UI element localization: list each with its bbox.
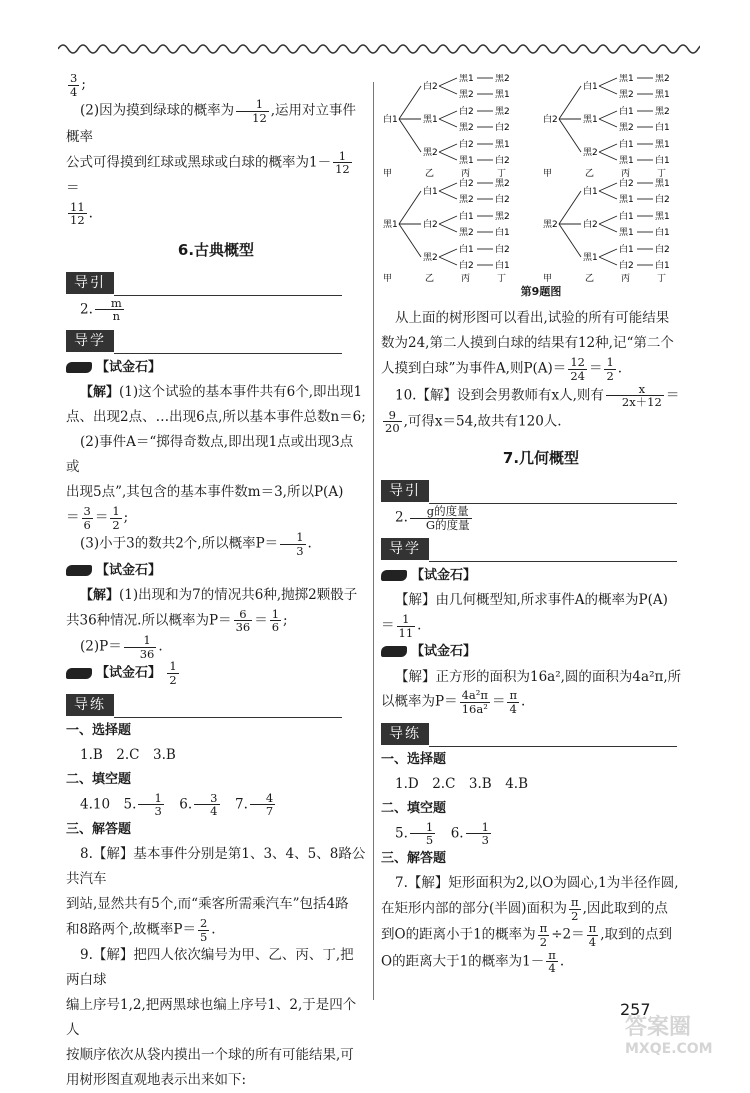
tree-level4-label: 白1: [655, 261, 670, 271]
tree-branch: [439, 224, 457, 232]
solution-line: 用树形图直观地表示出来如下:: [66, 1071, 247, 1088]
badge-icon: [381, 570, 407, 581]
tree-level4-label: 黑1: [495, 90, 510, 100]
tree-branch: [599, 144, 617, 152]
tree-level4-label: 白2: [495, 195, 510, 205]
daoyin-answer: 2. $\frac{m}{n}$: [80, 295, 122, 324]
tree-branch: [559, 224, 581, 257]
solution-line: $\frac{9}{20}$ ,可得x＝54,故共有120人.: [385, 407, 562, 436]
tree-branch: [399, 224, 421, 257]
solution-line: 人摸到白球”为事件A,则P(A)＝ $\frac{12}{24}$ ＝ $\frac{1}{2}$ .: [381, 355, 623, 383]
tree-level2-label: 白1: [583, 187, 598, 197]
solution-line: 在矩形内部的部分(半圆)面积为 $\frac{\pi}{2}$ ,因此取到的点: [381, 895, 668, 923]
shijinshi-heading: 【试金石】: [381, 563, 701, 588]
tree-level3-label: 白2: [619, 179, 634, 189]
tree-level2-label: 白1: [583, 82, 598, 92]
solution-line: 【解】(1)这个试验的基本事件共有6个,即出现1: [80, 384, 363, 401]
tree-level3-label: 白1: [619, 245, 634, 255]
tree-root-label: 白2: [543, 115, 558, 125]
tree-branch: [439, 78, 457, 86]
fill-heading: 二、填空题: [66, 771, 132, 787]
tree-branch: [599, 191, 617, 199]
tree-diagram: [381, 74, 701, 284]
tree-branch: [439, 249, 457, 257]
tree-level2-label: 白1: [423, 187, 438, 197]
tree-level4-label: 黑2: [655, 74, 670, 84]
tree-level4-label: 黑1: [655, 179, 670, 189]
daoxue-bar: 导学: [381, 537, 701, 559]
page-number: 257: [620, 1000, 651, 1019]
choice-answers: 1.D 2.C 3.B 4.B: [395, 775, 529, 792]
tree-level2-label: 黑2: [583, 148, 598, 158]
tree-axis-label: 甲: [543, 274, 553, 284]
tree-axis-label: 丁: [657, 169, 667, 179]
tree-level3-label: 白1: [459, 245, 474, 255]
tree-level4-label: 白2: [495, 123, 510, 133]
tree-root-label: 黑2: [543, 220, 558, 230]
tree-branch: [439, 119, 457, 127]
shijinshi-heading: 【试金石】 $\frac{1}{2}$: [66, 660, 366, 686]
tree-level2-label: 黑1: [423, 115, 438, 125]
daoxue-bar: 导学: [66, 329, 366, 351]
tree-level3-label: 白1: [619, 107, 634, 117]
tree-branch: [439, 86, 457, 94]
tree-level3-label: 黑1: [619, 228, 634, 238]
tree-level2-label: 黑2: [423, 253, 438, 263]
tree-root-label: 黑1: [383, 220, 398, 230]
tree-level2-label: 黑1: [583, 115, 598, 125]
tree-axis-label: 丁: [497, 274, 507, 284]
tree-axis-label: 乙: [585, 274, 595, 284]
tree-level4-label: 白1: [495, 228, 510, 238]
figure-caption: 第9题图: [520, 285, 562, 298]
tree-level2-label: 黑1: [583, 253, 598, 263]
tree-level4-label: 黑2: [495, 179, 510, 189]
tree-level3-label: 黑1: [619, 195, 634, 205]
tree-axis-label: 丙: [621, 169, 631, 179]
prev-q2-line: (2)因为摸到绿球的概率为 $\frac{1}{12}$ ,运用对立事件概率: [66, 97, 357, 145]
tree-level3-label: 白1: [619, 212, 634, 222]
fraction: $\frac{3}{4}$: [70, 71, 78, 99]
tree-axis-label: 丙: [461, 274, 471, 284]
prev-q2-line: $\frac{11}{12}$ .: [70, 199, 93, 228]
daoyin-bar: 导引: [66, 271, 366, 293]
choice-answers: 1.B 2.C 3.B: [80, 746, 176, 763]
tree-axis-label: 乙: [425, 169, 435, 179]
tree-branch: [439, 111, 457, 119]
tree-level3-label: 白2: [619, 261, 634, 271]
fill-answers: 4.10 5. $\frac{1}{3}$ 6. $\frac{3}{4}$ 7. $\frac{4}{7}$: [80, 790, 274, 819]
tree-level4-label: 黑1: [655, 212, 670, 222]
tree-branch: [559, 191, 581, 224]
tree-level4-label: 黑2: [495, 212, 510, 222]
tree-axis-label: 甲: [383, 274, 393, 284]
tree-level3-label: 黑1: [459, 74, 474, 84]
tree-level3-label: 黑2: [459, 195, 474, 205]
tree-level3-label: 黑1: [619, 74, 634, 84]
tree-level2-label: 白2: [423, 220, 438, 230]
tree-axis-label: 丙: [461, 169, 471, 179]
shijinshi-heading: 【试金石】: [66, 355, 366, 380]
tree-level3-label: 白2: [459, 179, 474, 189]
tree-level2-label: 黑2: [423, 148, 438, 158]
tree-axis-label: 甲: [383, 169, 393, 179]
solve-heading: 三、解答题: [381, 851, 447, 867]
choice-heading: 一、选择题: [66, 722, 132, 738]
badge-icon: [381, 646, 407, 657]
solution-line: 8.【解】基本事件分别是第1、3、4、5、8路公共汽车: [66, 845, 366, 887]
solution-line: ＝ $\frac{1}{11}$ .: [381, 612, 422, 640]
badge-icon: [66, 362, 92, 373]
solution-line: (3)小于3的数共2个,所以概率P＝ $\frac{1}{3}$ .: [80, 530, 312, 558]
solution-line: (2)事件A＝“掷得奇数点,即出现1点或出现3点或: [66, 434, 354, 476]
solution-line: 点、出现2点、…出现6点,所以基本事件总数n＝6;: [66, 409, 366, 426]
tree-branch: [399, 119, 421, 152]
tree-branch: [439, 183, 457, 191]
tree-level2-label: 白2: [423, 82, 438, 92]
tree-branch: [599, 111, 617, 119]
tree-level3-label: 黑2: [459, 228, 474, 238]
tree-axis-label: 丁: [657, 274, 667, 284]
tree-axis-label: 丁: [497, 169, 507, 179]
tree-level3-label: 黑2: [459, 123, 474, 133]
tree-level4-label: 白1: [655, 228, 670, 238]
tree-branch: [599, 78, 617, 86]
tree-level3-label: 黑1: [619, 156, 634, 166]
tree-level3-label: 白2: [459, 261, 474, 271]
tree-level4-label: 白2: [495, 156, 510, 166]
tree-axis-label: 丙: [621, 274, 631, 284]
tree-level4-label: 白1: [655, 156, 670, 166]
tree-root-label: 白1: [383, 115, 398, 125]
solution-line: 按顺序依次从袋内摸出一个球的所有可能结果,可: [66, 1047, 354, 1064]
tree-axis-label: 甲: [543, 169, 553, 179]
daolian-bar: 导练: [66, 693, 366, 715]
column-divider: [373, 82, 374, 1000]
tree-branch: [399, 191, 421, 224]
fill-heading: 二、填空题: [381, 800, 447, 816]
tree-level4-label: 白1: [655, 123, 670, 133]
solution-line: 编上序号1,2,把两黑球也编上序号1、2,于是四个人: [66, 997, 357, 1039]
tree-level4-label: 黑2: [655, 107, 670, 117]
badge-icon: [66, 668, 92, 679]
solution-line: 共36种情况.所以概率为P＝ $\frac{6}{36}$ ＝ $\frac{1}{6}$ ;: [66, 606, 288, 635]
solution-line: 9.【解】把四人依次编号为甲、乙、丙、丁,把两白球: [66, 947, 354, 989]
solution-line: 出现5点”,其包含的基本事件数m＝3,所以P(A): [66, 484, 344, 501]
tree-branch: [559, 119, 581, 152]
choice-heading: 一、选择题: [381, 751, 447, 767]
tree-level3-label: 黑2: [619, 90, 634, 100]
tree-branch: [599, 183, 617, 191]
tree-level2-label: 白2: [583, 220, 598, 230]
solution-line: 以概率为P＝ $\frac{\text{4a²π}}{\text{16a²}}$ ＝ $\frac{\pi}{4}$ .: [381, 688, 526, 717]
tree-level3-label: 白1: [459, 212, 474, 222]
solution-line: 【解】(1)出现和为7的情况共6种,抛掷2颗骰子: [80, 586, 358, 603]
decorative-border: [58, 42, 700, 56]
tree-level4-label: 黑1: [655, 140, 670, 150]
solution-line: 7.【解】矩形面积为2,以O为圆心,1为半径作圆,: [395, 875, 679, 892]
tree-branch: [439, 257, 457, 265]
tree-level4-label: 黑1: [655, 90, 670, 100]
tree-branch: [439, 216, 457, 224]
solution-line: 从上面的树形图可以看出,试验的所有可能结果: [395, 310, 670, 327]
tree-level3-label: 黑1: [459, 156, 474, 166]
fill-answers: 5. $\frac{1}{5}$ 6. $\frac{1}{3}$: [395, 819, 489, 848]
tree-branch: [599, 249, 617, 257]
tree-level4-label: 白1: [495, 261, 510, 271]
section-title: 7.几何概型: [502, 449, 580, 468]
tree-level3-label: 黑2: [459, 90, 474, 100]
tree-level4-label: 白2: [655, 245, 670, 255]
left-column: [66, 72, 366, 1093]
solution-line: O的距离大于1的概率为1－ $\frac{\pi}{4}$ .: [381, 947, 565, 976]
prev-q2-line: 公式可得摸到红球或黑球或白球的概率为1－ $\frac{1}{12}$ ＝: [66, 148, 350, 196]
tree-branch: [599, 224, 617, 232]
section-title: 6.古典概型: [177, 241, 255, 260]
solution-line: 到站,显然共有5个,而“乘客所需乘汽车”包括4路: [66, 895, 349, 912]
tree-branch: [439, 152, 457, 160]
shijinshi-heading: 【试金石】: [381, 639, 701, 664]
solution-line: 【解】正方形的面积为16a²,圆的面积为4a²π,所: [395, 668, 682, 685]
tree-level3-label: 白2: [459, 140, 474, 150]
tree-branch: [599, 216, 617, 224]
tree-branch: [599, 152, 617, 160]
solution-line: 【解】由几何概型知,所求事件A的概率为P(A): [395, 592, 668, 609]
daoyin-answer: 2. $\frac{\text{g的度量}}{\text{G的度量}}$: [395, 503, 470, 532]
tree-branch: [559, 86, 581, 119]
tree-branch: [439, 144, 457, 152]
tree-level4-label: 黑2: [495, 74, 510, 84]
tree-level4-label: 白2: [655, 195, 670, 205]
tree-level4-label: 黑1: [495, 140, 510, 150]
badge-icon: [66, 565, 92, 576]
tree-branch: [439, 191, 457, 199]
daolian-bar: 导练: [381, 722, 701, 744]
tree-level3-label: 白1: [619, 140, 634, 150]
watermark-logo: 答案圈 MXQE.COM: [625, 1015, 713, 1057]
solution-line: 10.【解】设到会男教师有x人,则有 $\frac{x}{2x+12}$ ＝: [395, 381, 680, 410]
tree-level3-label: 黑2: [619, 123, 634, 133]
tree-level4-label: 白2: [495, 245, 510, 255]
right-column: [381, 72, 701, 975]
tree-level3-label: 白2: [459, 107, 474, 117]
tree-axis-label: 乙: [585, 169, 595, 179]
tree-axis-label: 乙: [425, 274, 435, 284]
tree-branch: [599, 119, 617, 127]
tree-branch: [599, 257, 617, 265]
tree-branch: [599, 86, 617, 94]
daoyin-bar: 导引: [381, 479, 701, 501]
solution-line: 数为24,第二人摸到白球的结果有12种,记“第二个: [381, 335, 674, 352]
tree-branch: [399, 86, 421, 119]
shijinshi-heading: 【试金石】: [66, 558, 366, 583]
solution-line: ＝ $\frac{3}{6}$ ＝ $\frac{1}{2}$ ;: [66, 504, 129, 532]
tree-level4-label: 黑2: [495, 107, 510, 117]
solution-line: 和8路两个,故概率P＝ $\frac{2}{5}$ .: [66, 915, 216, 944]
solve-heading: 三、解答题: [66, 821, 132, 837]
solution-line: 到O的距离小于1的概率为 $\frac{\pi}{2}$ ÷2＝ $\frac{\pi}{4}$ ,取到的点到: [381, 921, 672, 950]
prev-answer-line: $\frac{3}{4}$ ;: [70, 71, 86, 99]
solution-line: (2)P＝ $\frac{1}{36}$ .: [80, 633, 163, 661]
